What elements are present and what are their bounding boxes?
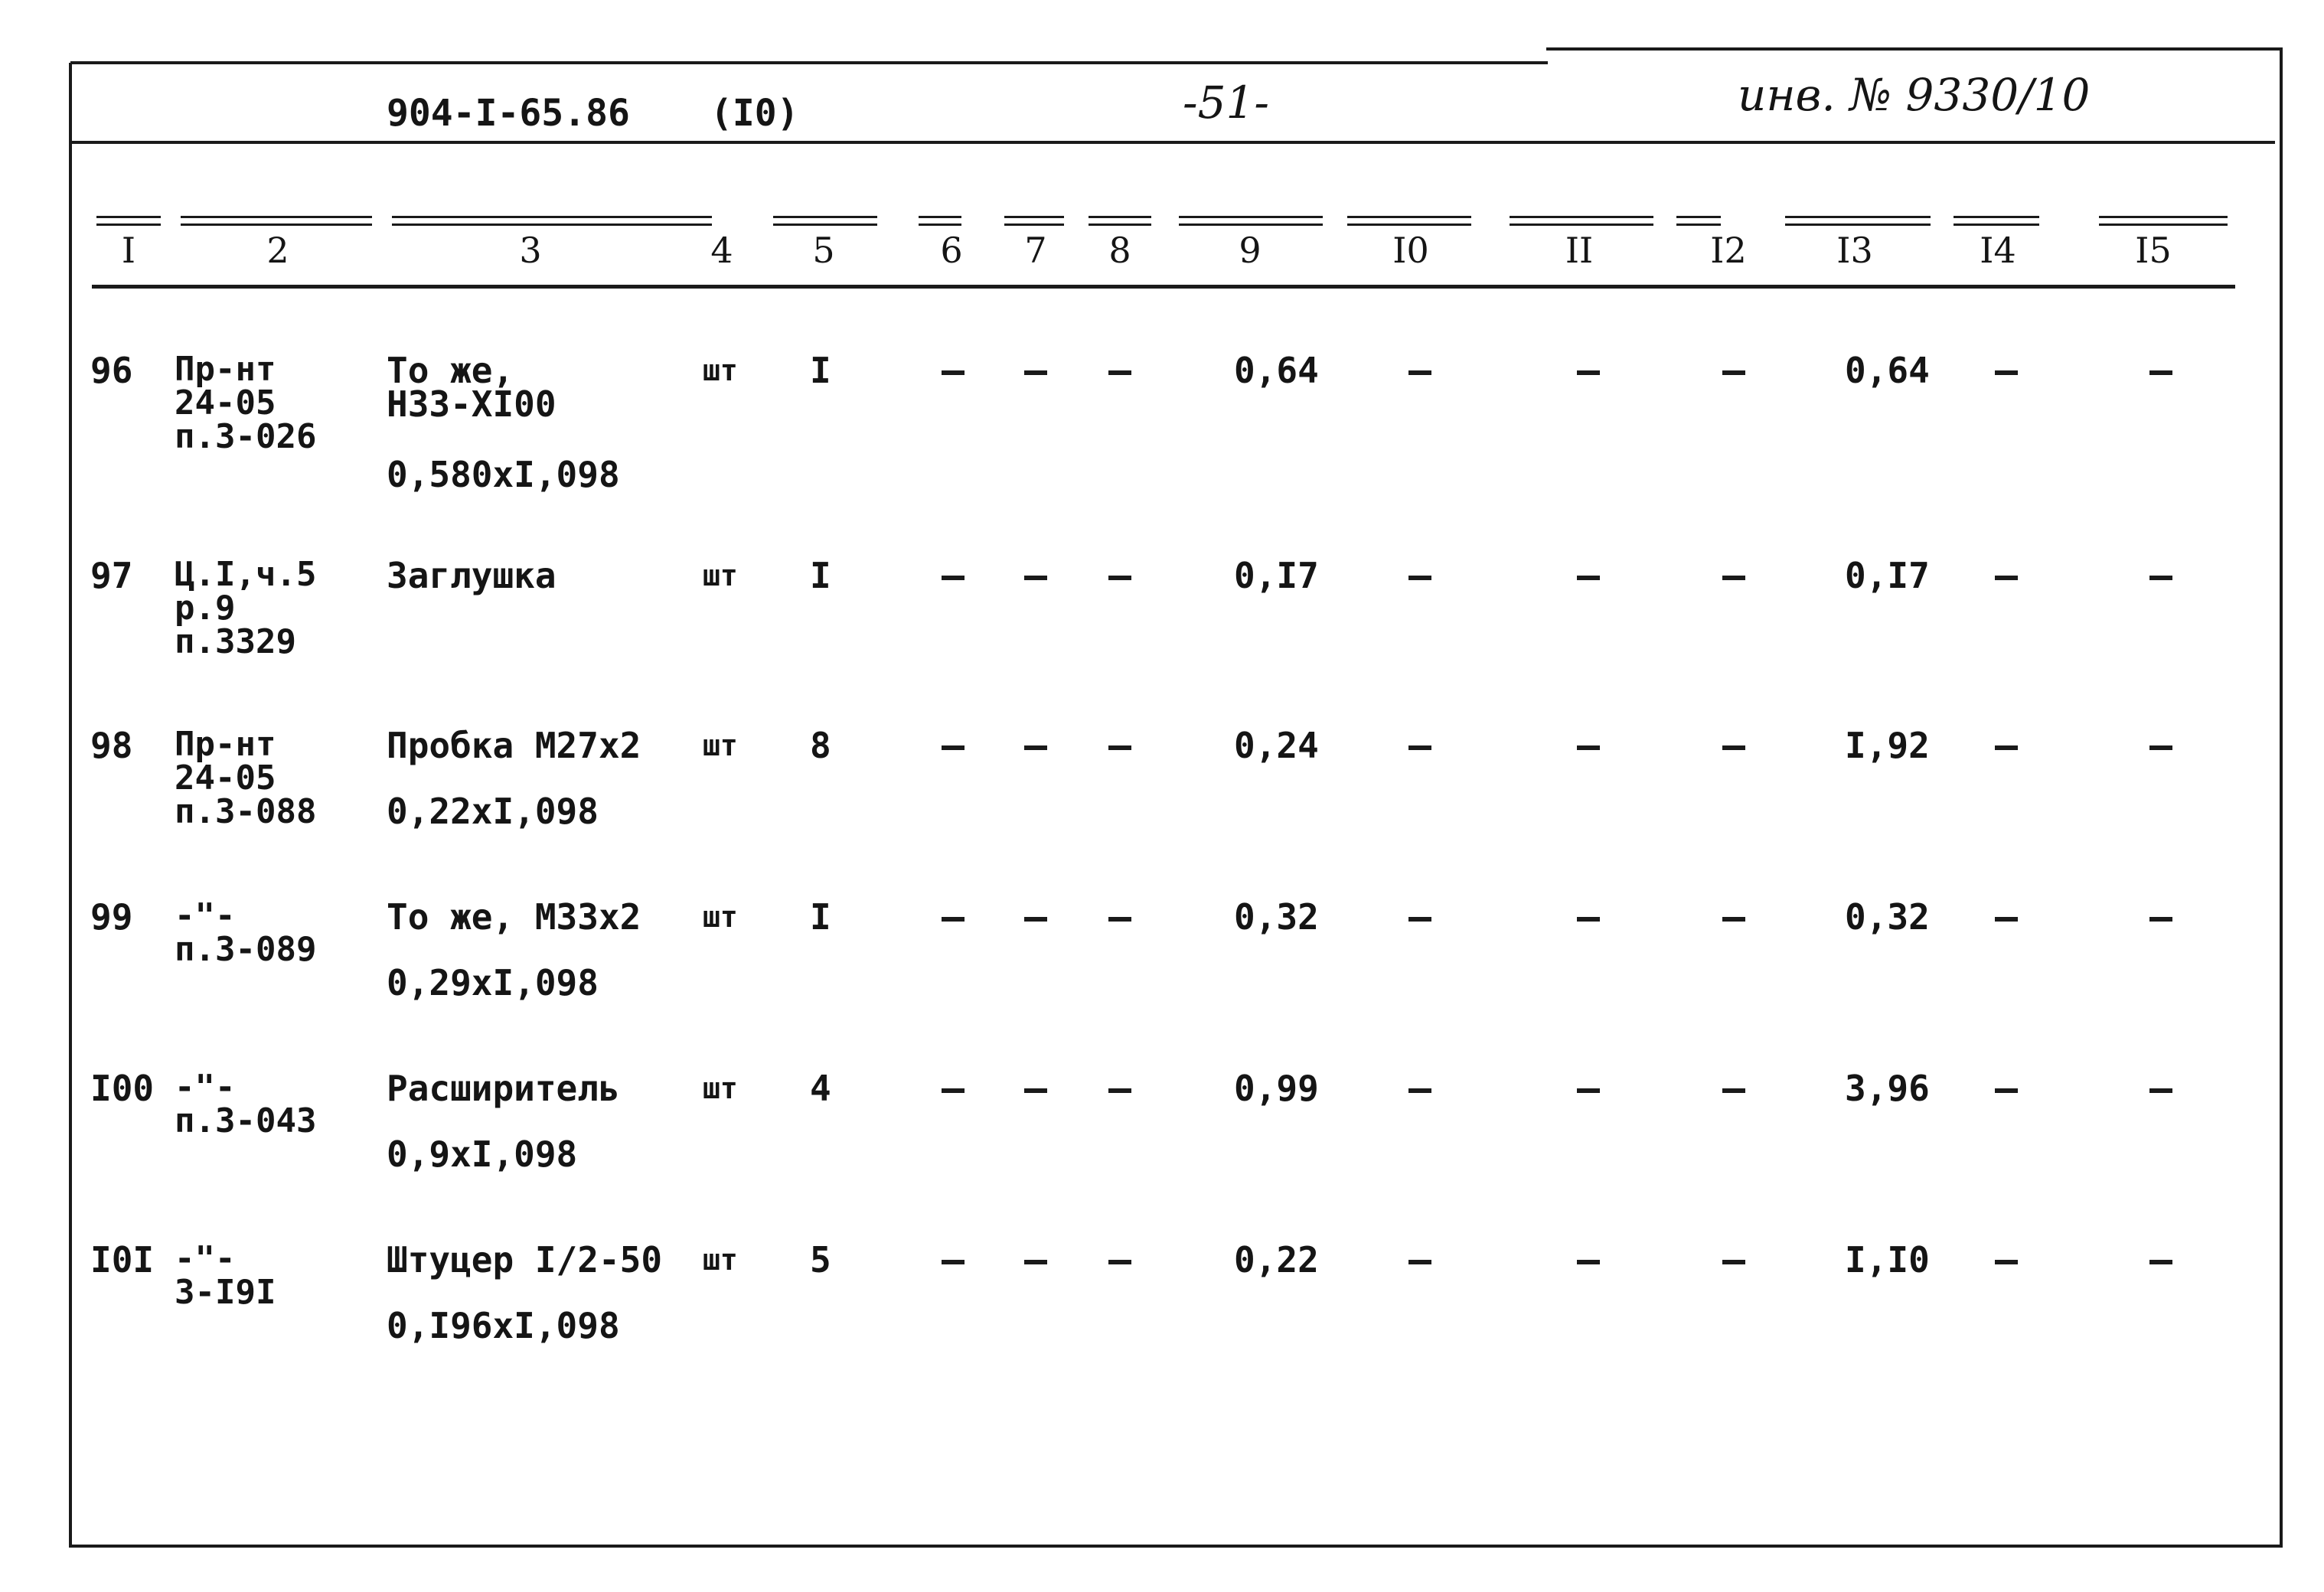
empty-dash — [1108, 1260, 1131, 1264]
reference-line: Пр-нт — [175, 725, 276, 764]
empty-dash — [1108, 745, 1131, 750]
empty-dash — [1577, 1088, 1600, 1093]
column-header-rule — [773, 216, 877, 218]
item-dimensions: 0,I96хI,098 — [387, 1305, 620, 1346]
column-header-rule — [1089, 216, 1151, 218]
unit-cell: шт — [703, 900, 738, 934]
empty-dash — [942, 1088, 965, 1093]
column-header-rule — [2099, 223, 2228, 226]
column-header-rule — [1179, 223, 1323, 226]
column-header-rule — [1347, 223, 1471, 226]
column-header-rule — [392, 216, 669, 218]
empty-dash — [1577, 917, 1600, 922]
col-header-15: I5 — [2135, 230, 2172, 271]
column-header-rule — [1510, 223, 1653, 226]
sheet-mark: (I0) — [710, 92, 799, 135]
total-weight-cell: 3,96 — [1845, 1068, 1930, 1109]
inventory-stamp: инв. № 9330/10 — [1738, 69, 2091, 121]
empty-dash — [2149, 745, 2172, 750]
reference-line: Пр-нт — [175, 350, 276, 389]
column-header-rule — [1954, 216, 2039, 218]
empty-dash — [1577, 576, 1600, 580]
item-name: Штуцер I/2-50 — [387, 1239, 663, 1280]
quantity-cell: I — [810, 350, 831, 391]
empty-dash — [1408, 1260, 1431, 1264]
row-number: 97 — [90, 555, 133, 596]
empty-dash — [2149, 917, 2172, 922]
reference-line: п.3-026 — [175, 417, 317, 456]
empty-dash — [1995, 370, 2018, 375]
total-weight-cell: 0,32 — [1845, 896, 1930, 938]
item-name: Расширитель — [387, 1068, 620, 1109]
row-number: I00 — [90, 1068, 155, 1109]
column-header-rule — [181, 216, 372, 218]
empty-dash — [1995, 1088, 2018, 1093]
empty-dash — [2149, 576, 2172, 580]
row-number: 99 — [90, 896, 133, 938]
reference-line: -"- — [175, 1239, 236, 1278]
row-number: I0I — [90, 1239, 155, 1280]
total-weight-cell: 0,I7 — [1845, 555, 1930, 596]
col-header-14: I4 — [1980, 230, 2016, 271]
column-header-rule — [1004, 223, 1064, 226]
empty-dash — [1995, 745, 2018, 750]
column-header-rule — [1676, 223, 1721, 226]
total-weight-cell: I,I0 — [1845, 1239, 1930, 1280]
column-header-rule — [919, 223, 961, 226]
column-header-rule — [96, 223, 161, 226]
column-header-rule — [1179, 216, 1323, 218]
frame-bottom — [69, 1545, 2281, 1548]
empty-dash — [1995, 1260, 2018, 1264]
column-header-rule — [181, 223, 372, 226]
item-dimensions: 0,580хI,098 — [387, 454, 620, 495]
quantity-cell: 8 — [810, 725, 831, 766]
empty-dash — [1024, 576, 1047, 580]
column-header-rule — [919, 216, 961, 218]
frame-top-right — [1546, 47, 2281, 51]
reference-line: -"- — [175, 896, 236, 935]
unit-weight-cell: 0,32 — [1234, 896, 1319, 938]
reference-line: р.9 — [175, 589, 236, 628]
col-header-13: I3 — [1836, 230, 1873, 271]
col-header-6: 6 — [940, 230, 963, 271]
empty-dash — [1108, 576, 1131, 580]
quantity-cell: 4 — [810, 1068, 831, 1109]
empty-dash — [942, 917, 965, 922]
empty-dash — [1722, 745, 1745, 750]
unit-weight-cell: 0,I7 — [1234, 555, 1319, 596]
empty-dash — [1024, 745, 1047, 750]
col-header-7: 7 — [1024, 230, 1047, 271]
total-weight-cell: 0,64 — [1845, 350, 1930, 391]
empty-dash — [1408, 576, 1431, 580]
empty-dash — [1108, 370, 1131, 375]
page-number: -51- — [1183, 77, 1269, 129]
col-header-10: I0 — [1392, 230, 1429, 271]
empty-dash — [1577, 370, 1600, 375]
empty-dash — [1722, 370, 1745, 375]
empty-dash — [1108, 917, 1131, 922]
unit-cell: шт — [703, 1072, 738, 1105]
empty-dash — [2149, 1260, 2172, 1264]
col-header-1: I — [121, 230, 136, 271]
empty-dash — [1408, 745, 1431, 750]
unit-cell: шт — [703, 729, 738, 762]
reference-line: п.3-089 — [175, 930, 317, 969]
empty-dash — [1024, 1088, 1047, 1093]
empty-dash — [1577, 745, 1600, 750]
column-header-rule — [1954, 223, 2039, 226]
frame-top-left — [70, 61, 1548, 64]
item-name: То же, М33х2 — [387, 896, 641, 938]
empty-dash — [942, 576, 965, 580]
item-name: Заглушка — [387, 555, 557, 596]
col-header-3: 3 — [519, 230, 542, 271]
empty-dash — [2149, 1088, 2172, 1093]
col-header-12: I2 — [1710, 230, 1747, 271]
column-header-rule — [666, 216, 712, 218]
empty-dash — [1995, 576, 2018, 580]
unit-weight-cell: 0,22 — [1234, 1239, 1319, 1280]
reference-line: 3-I9I — [175, 1273, 276, 1312]
empty-dash — [1408, 1088, 1431, 1093]
empty-dash — [1408, 370, 1431, 375]
col-header-9: 9 — [1239, 230, 1262, 271]
item-dimensions: 0,9хI,098 — [387, 1134, 578, 1175]
column-header-rule — [1347, 216, 1471, 218]
quantity-cell: I — [810, 555, 831, 596]
empty-dash — [1024, 370, 1047, 375]
frame-left — [69, 63, 72, 1548]
unit-weight-cell: 0,99 — [1234, 1068, 1319, 1109]
column-header-rule — [1004, 216, 1064, 218]
frame-right — [2280, 47, 2283, 1548]
col-header-2: 2 — [266, 230, 289, 271]
header-separator — [70, 141, 2275, 144]
reference-line: 24-05 — [175, 383, 276, 422]
col-header-4: 4 — [710, 230, 733, 271]
empty-dash — [1024, 1260, 1047, 1264]
item-name: Пробка М27х2 — [387, 725, 641, 766]
row-number: 96 — [90, 350, 133, 391]
column-header-rule — [666, 223, 712, 226]
empty-dash — [1722, 1088, 1745, 1093]
empty-dash — [1108, 1088, 1131, 1093]
empty-dash — [942, 745, 965, 750]
column-header-rule — [1676, 216, 1721, 218]
empty-dash — [1995, 917, 2018, 922]
row-number: 98 — [90, 725, 133, 766]
empty-dash — [1577, 1260, 1600, 1264]
column-header-rule — [1089, 223, 1151, 226]
unit-cell: шт — [703, 1243, 738, 1277]
unit-weight-cell: 0,64 — [1234, 350, 1319, 391]
column-header-rule — [392, 223, 669, 226]
quantity-cell: 5 — [810, 1239, 831, 1280]
empty-dash — [1408, 917, 1431, 922]
col-header-5: 5 — [812, 230, 835, 271]
reference-line: Ц.I,ч.5 — [175, 555, 317, 594]
empty-dash — [942, 1260, 965, 1264]
column-header-rule — [1785, 216, 1931, 218]
empty-dash — [1722, 917, 1745, 922]
column-header-rule — [2099, 216, 2228, 218]
col-header-8: 8 — [1108, 230, 1131, 271]
column-header-rule — [1510, 216, 1653, 218]
reference-line: 24-05 — [175, 758, 276, 798]
empty-dash — [942, 370, 965, 375]
reference-line: -"- — [175, 1068, 236, 1107]
column-header-rule — [96, 216, 161, 218]
item-dimensions: 0,22хI,098 — [387, 791, 599, 832]
document-code: 904-I-65.86 — [387, 92, 630, 135]
empty-dash — [1722, 1260, 1745, 1264]
unit-cell: шт — [703, 354, 738, 387]
total-weight-cell: I,92 — [1845, 725, 1930, 766]
reference-line: п.3-088 — [175, 792, 317, 831]
item-name: Н33-ХI00 — [387, 383, 557, 425]
item-name: То же, — [387, 350, 514, 391]
column-header-underline — [92, 285, 2235, 289]
quantity-cell: I — [810, 896, 831, 938]
unit-cell: шт — [703, 559, 738, 592]
column-header-rule — [773, 223, 877, 226]
item-dimensions: 0,29хI,098 — [387, 962, 599, 1003]
unit-weight-cell: 0,24 — [1234, 725, 1319, 766]
empty-dash — [2149, 370, 2172, 375]
reference-line: п.3-043 — [175, 1101, 317, 1140]
column-header-rule — [1785, 223, 1931, 226]
reference-line: п.3329 — [175, 622, 296, 661]
empty-dash — [1024, 917, 1047, 922]
empty-dash — [1722, 576, 1745, 580]
col-header-11: II — [1565, 230, 1594, 271]
